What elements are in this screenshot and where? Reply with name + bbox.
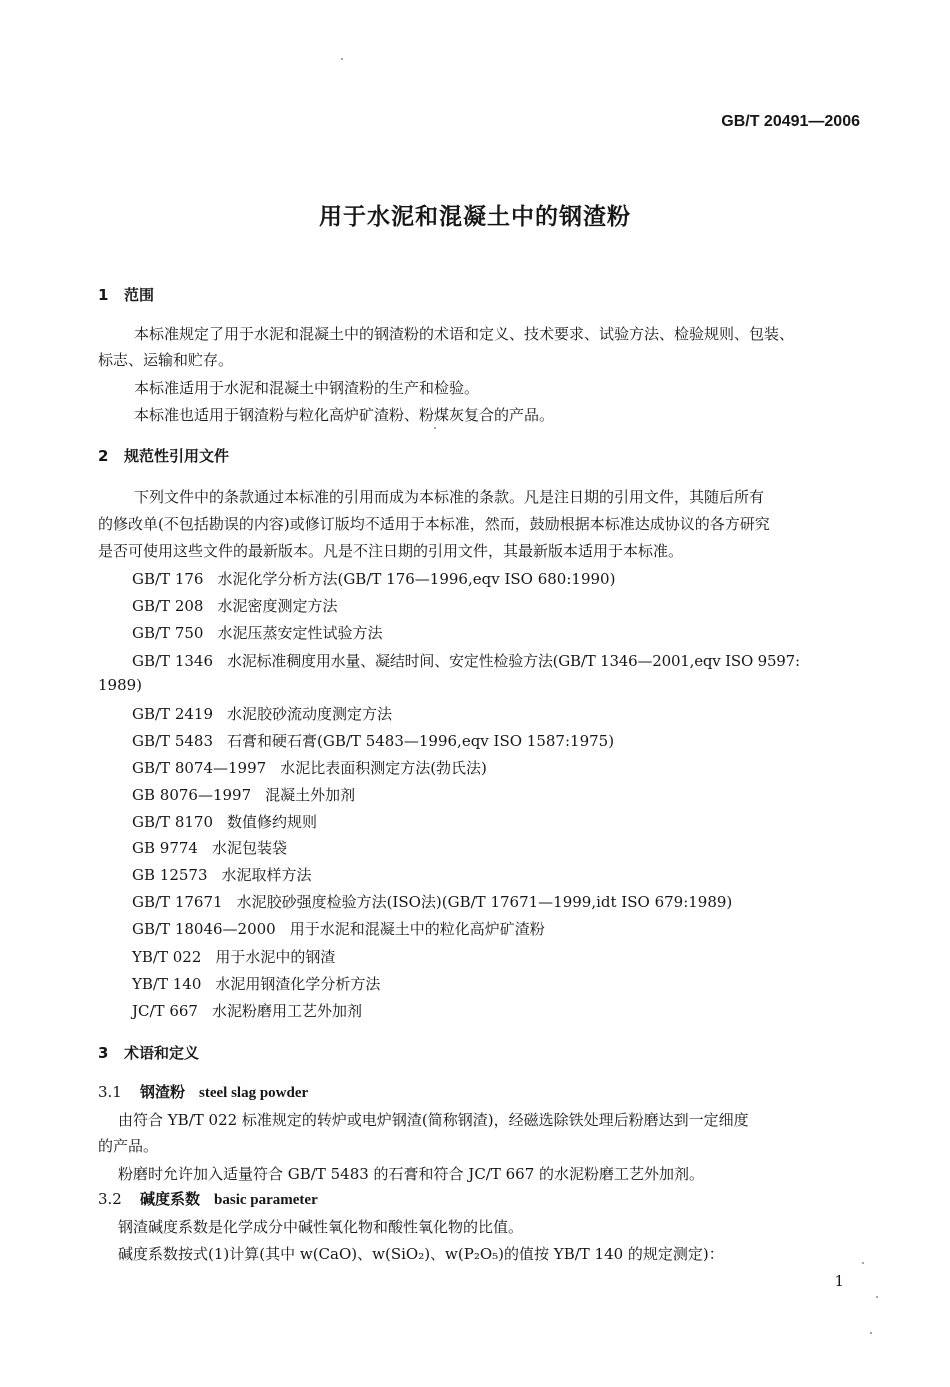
paragraph: 的修改单(不包括勘误的内容)或修订版均不适用于本标准，然而，鼓励根据本标准达成协议的各方研究	[98, 515, 770, 533]
section-number: 1	[98, 286, 109, 304]
reference-code: JC/T 667	[132, 1002, 198, 1020]
reference-title: 水泥胶砂流动度测定方法	[227, 705, 393, 723]
scan-speck	[876, 1296, 878, 1298]
term-cn: 碱度系数	[140, 1190, 201, 1208]
paragraph: 本标准适用于水泥和混凝土中钢渣粉的生产和检验。	[134, 379, 480, 397]
reference-item	[132, 837, 287, 858]
paragraph: 标志、运输和贮存。	[98, 351, 234, 369]
reference-item	[132, 918, 545, 939]
reference-title: 混凝土外加剂	[265, 786, 356, 804]
paragraph: 碱度系数按式(1)计算(其中 w(CaO)、w(SiO₂)、w(P₂O₅)的值按 YB/T 140 的规定测定)：	[118, 1245, 724, 1263]
reference-item	[132, 622, 382, 643]
reference-code: GB/T 2419	[132, 705, 214, 723]
reference-continuation: 1989)	[98, 676, 143, 694]
term-cn: 钢渣粉	[140, 1083, 186, 1101]
scan-speck	[870, 1332, 872, 1334]
reference-code: GB/T 8170	[132, 813, 214, 831]
paragraph: 本标准规定了用于水泥和混凝土中的钢渣粉的术语和定义、技术要求、试验方法、检验规则、包装、	[134, 325, 795, 343]
paragraph: 由符合 YB/T 022 标准规定的转炉或电炉钢渣(简称钢渣)，经磁选除铁处理后粉磨达到一定细度	[118, 1111, 749, 1129]
reference-title: 石膏和硬石膏(GB/T 5483—1996,eqv ISO 1587:1975)	[227, 732, 615, 750]
reference-item	[132, 946, 335, 967]
term-en: steel slag powder	[199, 1085, 309, 1101]
reference-code: GB 9774	[132, 839, 198, 857]
reference-title: 水泥包装袋	[211, 839, 287, 857]
reference-title: 水泥取样方法	[221, 866, 312, 884]
section-title: 术语和定义	[124, 1044, 200, 1062]
reference-code: YB/T 022	[132, 948, 202, 966]
paragraph: 钢渣碱度系数是化学成分中碱性氧化物和酸性氧化物的比值。	[118, 1218, 524, 1236]
reference-code: GB/T 17671	[132, 893, 223, 911]
reference-item	[132, 568, 615, 589]
paragraph: 是否可使用这些文件的最新版本。凡是不注日期的引用文件，其最新版本适用于本标准。	[98, 542, 684, 560]
reference-code: GB 8076—1997	[132, 786, 252, 804]
reference-title: 水泥比表面积测定方法(勃氏法)	[280, 759, 487, 777]
reference-title: 水泥粉磨用工艺外加剂	[211, 1002, 362, 1020]
reference-code: GB/T 208	[132, 597, 204, 615]
section-number: 2	[98, 447, 109, 465]
term-3-2-heading	[98, 1188, 318, 1209]
reference-item	[132, 730, 614, 751]
reference-title: 水泥密度测定方法	[217, 597, 338, 615]
reference-item	[132, 811, 317, 832]
reference-title: 数值修约规则	[227, 813, 318, 831]
scan-speck	[341, 58, 343, 60]
reference-code: GB/T 750	[132, 624, 204, 642]
reference-title: 水泥压蒸安定性试验方法	[217, 624, 383, 642]
standard-code: GB/T 20491—2006	[721, 113, 860, 130]
paragraph: 本标准也适用于钢渣粉与粒化高炉矿渣粉、粉煤灰复合的产品。	[134, 406, 555, 424]
scan-speck	[434, 427, 436, 429]
reference-title: 用于水泥和混凝土中的粒化高炉矿渣粉	[289, 920, 545, 938]
paragraph: 下列文件中的条款通过本标准的引用而成为本标准的条款。凡是注日期的引用文件，其随后所有	[134, 488, 765, 506]
reference-item	[132, 784, 355, 805]
reference-item	[132, 864, 312, 885]
reference-title: 用于水泥中的钢渣	[215, 948, 336, 966]
term-en: basic parameter	[214, 1192, 318, 1208]
reference-code: GB/T 1346	[132, 652, 214, 670]
reference-item	[132, 891, 732, 912]
reference-title: 水泥标准稠度用水量、凝结时间、安定性检验方法(GB/T 1346—2001,eqv ISO 9597:	[227, 652, 800, 670]
section-1-heading	[98, 284, 154, 305]
reference-title: 水泥胶砂强度检验方法(ISO法)(GB/T 17671—1999,idt ISO 679:1989)	[236, 893, 733, 911]
reference-code: GB/T 8074—1997	[132, 759, 267, 777]
reference-item	[132, 1000, 362, 1021]
reference-item	[132, 757, 487, 778]
page-number: 1	[834, 1272, 844, 1290]
paragraph: 的产品。	[98, 1137, 159, 1155]
paragraph: 粉磨时允许加入适量符合 GB/T 5483 的石膏和符合 JC/T 667 的水泥粉磨工艺外加剂。	[118, 1165, 705, 1183]
reference-item	[132, 973, 380, 994]
reference-code: YB/T 140	[132, 975, 202, 993]
reference-code: GB/T 5483	[132, 732, 214, 750]
reference-item	[132, 650, 800, 671]
reference-code: GB/T 176	[132, 570, 204, 588]
reference-code: GB/T 18046—2000	[132, 920, 276, 938]
section-2-heading	[98, 445, 229, 466]
section-title: 规范性引用文件	[124, 447, 230, 465]
section-number: 3	[98, 1044, 109, 1062]
term-3-1-heading	[98, 1081, 308, 1102]
section-title: 范围	[124, 286, 155, 304]
reference-title: 水泥化学分析方法(GB/T 176—1996,eqv ISO 680:1990)	[217, 570, 616, 588]
scan-speck	[862, 1262, 864, 1264]
section-3-heading	[98, 1042, 199, 1063]
reference-item	[132, 703, 392, 724]
reference-title: 水泥用钢渣化学分析方法	[215, 975, 381, 993]
document-title: 用于水泥和混凝土中的钢渣粉	[319, 204, 631, 230]
reference-code: GB 12573	[132, 866, 208, 884]
term-number: 3.1	[98, 1083, 122, 1101]
term-number: 3.2	[98, 1190, 122, 1208]
reference-item	[132, 595, 337, 616]
